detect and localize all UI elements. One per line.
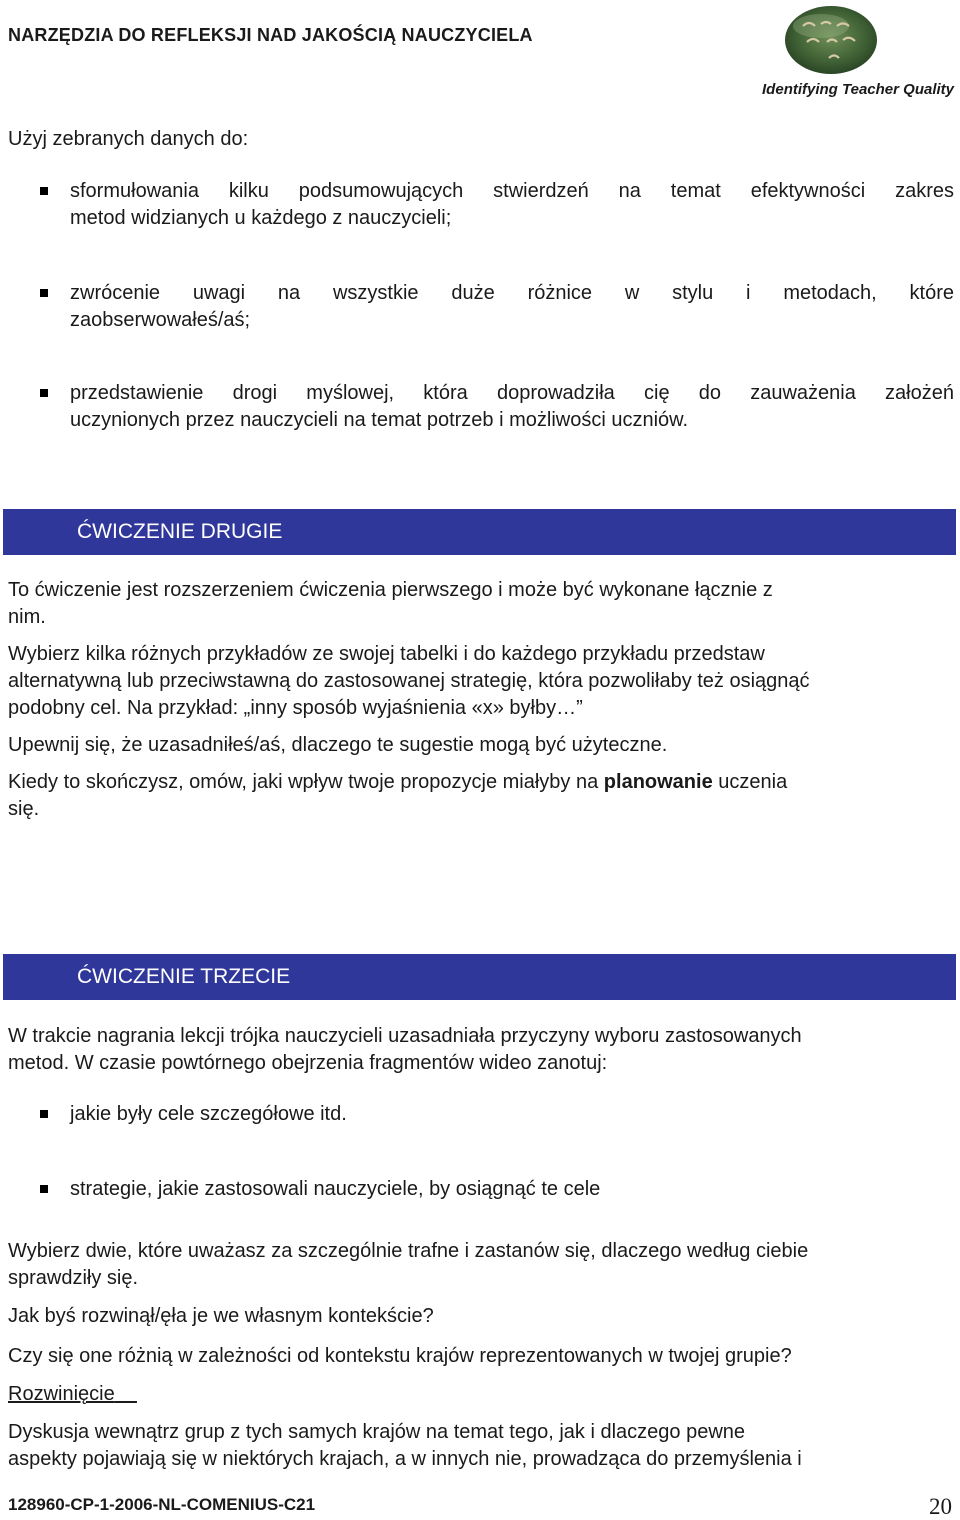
document-header-title: NARZĘDZIA DO REFLEKSJI NAD JAKOŚCIĄ NAUCZYCIELA <box>8 25 533 45</box>
page-number: 20 <box>929 1494 952 1519</box>
section-title: ĆWICZENIE DRUGIE <box>77 520 283 543</box>
list-item-text: jakie były cele szczegółowe itd. <box>70 1103 347 1125</box>
paragraph: W trakcie nagrania lekcji trójka nauczycieli uzasadniała przyczyny wyboru zastosowanych metod. W czasie powtórnego obejrzenia fragmentów wideo zanotuj: <box>8 1025 802 1074</box>
square-bullet-icon <box>40 289 48 297</box>
exercise-three-intro <box>8 1023 954 1077</box>
development-heading-link[interactable]: Rozwinięcie <box>8 1383 115 1405</box>
paragraph: Czy się one różnią w zależności od kontekstu krajów reprezentowanych w twojej grupie? <box>8 1345 792 1367</box>
square-bullet-icon <box>40 187 48 195</box>
paragraph: Wybierz kilka różnych przykładów ze swojej tabelki i do każdego przykładu przedstaw alternatywną lub przeciwstawną do zastosowanej strategię, która pozwoliłaby też osiągnąć podobny cel. Na przykład: „inny sposób wyjaśnienia «x» byłby…” <box>8 643 810 719</box>
paragraph <box>8 1381 954 1408</box>
list-item-text: strategie, jakie zastosowali nauczyciele, by osiągnąć te cele <box>70 1178 601 1200</box>
section-header-exercise-three <box>3 954 956 1000</box>
header-subtitle: Identifying Teacher Quality <box>762 81 954 98</box>
list-item-text: przedstawienie drogi myślowej, która doprowadziła cię do zauważenia założeń uczynionych przez nauczycieli na temat potrzeb i możliwości uczniów. <box>70 382 954 431</box>
paragraph: Kiedy to skończysz, omów, jaki wpływ twoje propozycje miałyby na planowanie uczenia się. <box>8 771 788 820</box>
teacher-quality-logo <box>783 4 879 76</box>
square-bullet-icon <box>40 389 48 397</box>
list-item-text: sformułowania kilku podsumowujących stwierdzeń na temat efektywności zakres metod widzianych u każdego z nauczycieli; <box>70 180 954 229</box>
square-bullet-icon <box>40 1110 48 1118</box>
paragraph: To ćwiczenie jest rozszerzeniem ćwiczenia pierwszego i może być wykonane łącznie z nim. <box>8 579 773 628</box>
exercise-two-body <box>8 577 954 823</box>
intro-text: Użyj zebranych danych do: <box>8 128 249 150</box>
section-title: ĆWICZENIE TRZECIE <box>77 965 291 988</box>
paragraph: Wybierz dwie, które uważasz za szczególnie trafne i zastanów się, dlaczego według ciebie sprawdziły się. <box>8 1240 809 1289</box>
paragraph: Upewnij się, że uzasadniłeś/aś, dlaczego te sugestie mogą być użyteczne. <box>8 734 668 756</box>
list-item-text: zwrócenie uwagi na wszystkie duże różnice w stylu i metodach, które zaobserwowałeś/aś; <box>70 282 954 331</box>
section-header-exercise-two <box>3 509 956 555</box>
paragraph: Dyskusja wewnątrz grup z tych samych krajów na temat tego, jak i dlaczego pewne aspekty pojawiają się w niektórych krajach, a w innych nie, prowadząca do przemyślenia i <box>8 1421 802 1470</box>
paragraph: Jak byś rozwinął/ęła je we własnym kontekście? <box>8 1305 434 1327</box>
square-bullet-icon <box>40 1185 48 1193</box>
footer-project-code: 128960-CP-1-2006-NL-COMENIUS-C21 <box>8 1495 316 1514</box>
exercise-three-body <box>8 1238 954 1473</box>
